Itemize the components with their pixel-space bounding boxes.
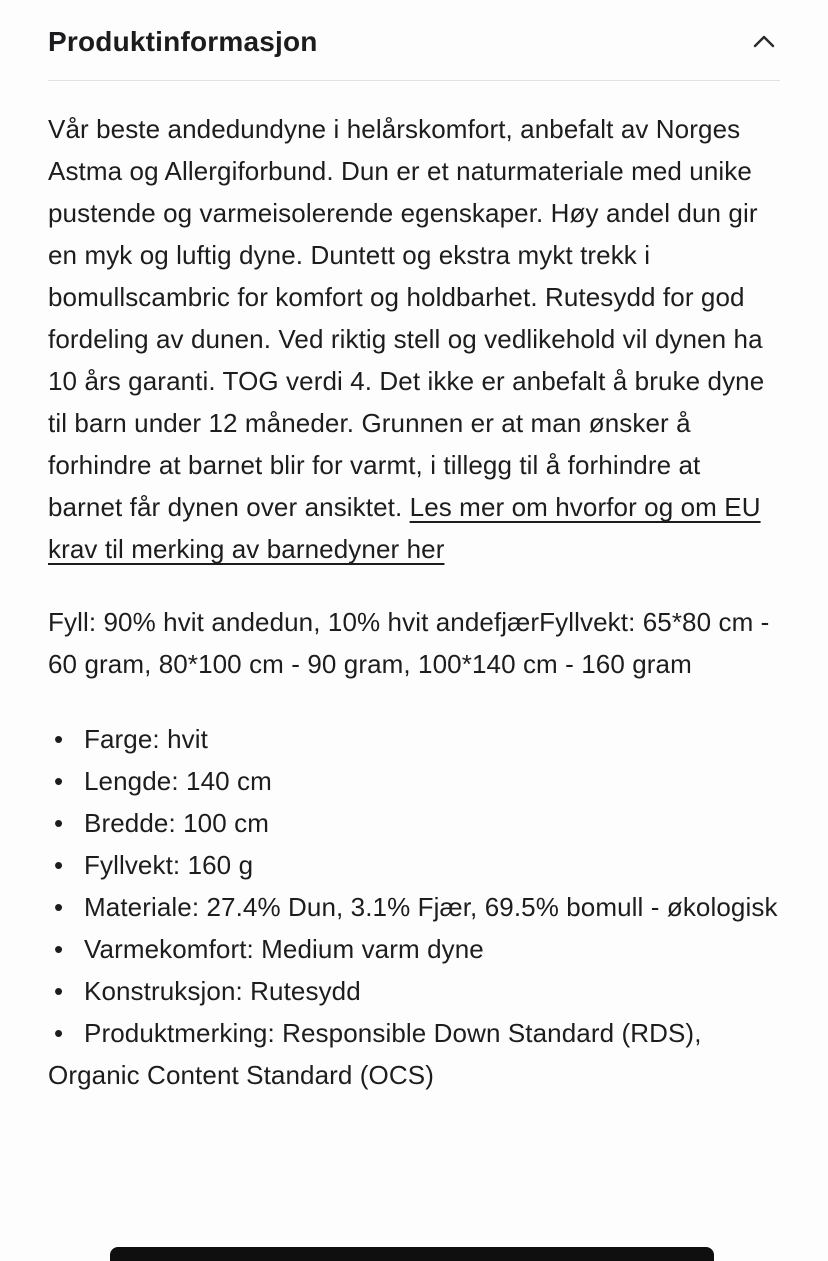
spec-list <box>48 718 780 1096</box>
section-title: Produktinformasjon <box>48 26 318 57</box>
accordion-content <box>48 81 780 1096</box>
spec-item-produktmerking: • Produktmerking: Responsible Down Standard (RDS), Organic Content Standard (OCS) <box>48 1012 780 1096</box>
spec-item-varmekomfort: • Varmekomfort: Medium varm dyne <box>48 928 780 970</box>
spec-item-farge: • Farge: hvit <box>48 718 780 760</box>
spec-item-fyllvekt: • Fyllvekt: 160 g <box>48 844 780 886</box>
fill-info-text: Fyll: 90% hvit andedun, 10% hvit andefjærFyllvekt: 65*80 cm - 60 gram, 80*100 cm - 90 gram, 100*140 cm - 160 gram <box>48 607 770 679</box>
spec-item-bredde: • Bredde: 100 cm <box>48 802 780 844</box>
accordion-header[interactable] <box>48 20 780 81</box>
spec-item-materiale: • Materiale: 27.4% Dun, 3.1% Fjær, 69.5% bomull - økologisk <box>48 886 780 928</box>
spec-item-lengde: • Lengde: 140 cm <box>48 760 780 802</box>
chevron-up-icon[interactable] <box>748 26 780 58</box>
description-text: Vår beste andedundyne i helårskomfort, anbefalt av Norges Astma og Allergiforbund. Dun er et naturmateriale med unike pustende og varmeisolerende egenskaper. Høy andel dun gir en myk og luftig dyne. Duntett og ekstra mykt trekk i bomullscambric for komfort og holdbarhet. Rutesydd for god fordeling av dunen. Ved riktig stell og vedlikehold vil dynen ha 10 års garanti. TOG verdi 4. Det ikke er anbefalt å bruke dyne til barn under 12 måneder. Grunnen er at man ønsker å forhindre at barnet blir for varmt, i tillegg til å forhindre at barnet får dynen over ansiktet. <box>48 114 765 522</box>
spec-item-konstruksjon: • Konstruksjon: Rutesydd <box>48 970 780 1012</box>
bottom-button-partial[interactable] <box>110 1247 714 1261</box>
read-more-link[interactable]: Les mer om hvorfor og om EU krav til merking av barnedyner her <box>48 492 761 564</box>
product-description <box>48 108 780 570</box>
